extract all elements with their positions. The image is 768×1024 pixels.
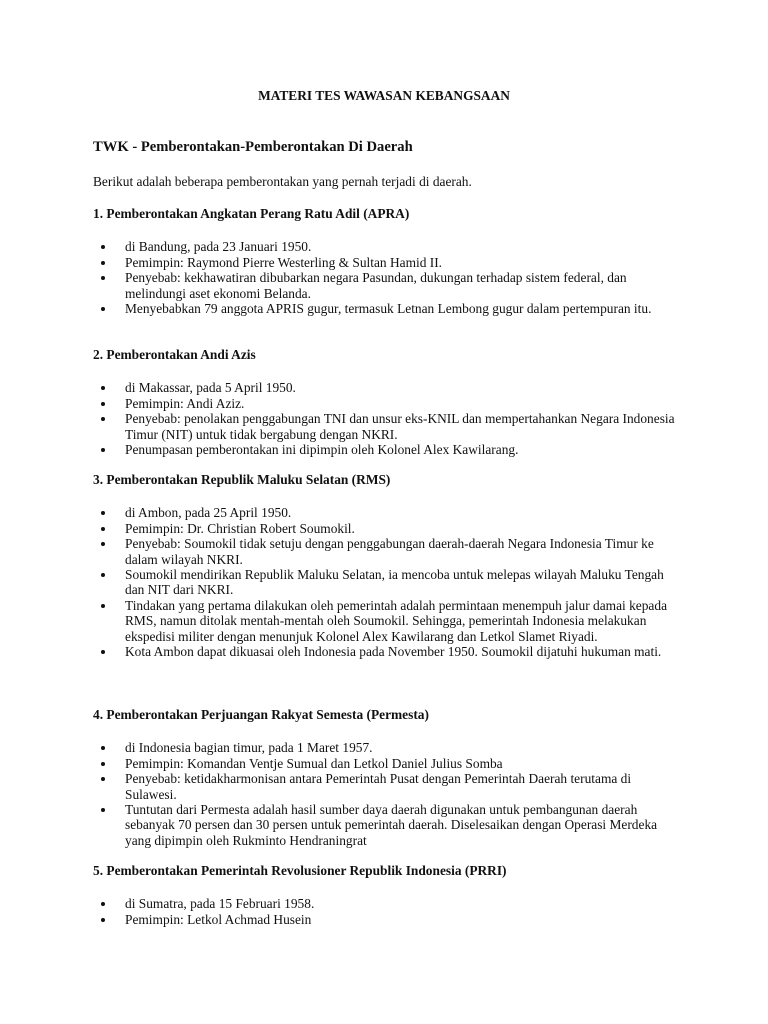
section-prri: [93, 863, 693, 927]
section-heading: 5. Pemberontakan Pemerintah Revolusioner Republik Indonesia (PRRI): [93, 863, 507, 878]
list-item: Penyebab: ketidakharmonisan antara Pemerintah Pusat dengan Pemerintah Daerah terutama di Sulawesi.: [93, 771, 677, 802]
bullet-icon: [101, 417, 105, 421]
intro-paragraph: Berikut adalah beberapa pemberontakan yang pernah terjadi di daerah.: [93, 174, 472, 189]
bullet-icon: [101, 746, 105, 750]
bullet-icon: [101, 261, 105, 265]
bullet-icon: [101, 762, 105, 766]
bullet-list: [93, 239, 693, 316]
list-item: di Makassar, pada 5 April 1950.: [93, 380, 677, 395]
bullet-list: [93, 380, 693, 457]
bullet-icon: [101, 573, 105, 577]
section-rms: [93, 472, 693, 659]
list-item: Pemimpin: Raymond Pierre Westerling & Sultan Hamid II.: [93, 255, 677, 270]
list-item: Kota Ambon dapat dikuasai oleh Indonesia pada November 1950. Soumokil dijatuhi hukuman mati.: [93, 644, 677, 659]
section-heading: 2. Pemberontakan Andi Azis: [93, 347, 256, 362]
bullet-icon: [101, 527, 105, 531]
list-item: Menyebabkan 79 anggota APRIS gugur, termasuk Letnan Lembong gugur dalam pertempuran itu.: [93, 301, 677, 316]
bullet-icon: [101, 276, 105, 280]
list-item: Pemimpin: Letkol Achmad Husein: [93, 912, 677, 927]
section-heading: 1. Pemberontakan Angkatan Perang Ratu Adil (APRA): [93, 206, 410, 221]
list-item: Tindakan yang pertama dilakukan oleh pemerintah adalah permintaan menempuh jalur damai kepada RMS, namun ditolak mentah-mentah oleh Soumokil. Sehingga, pemerintah Indonesia melakukan ekspedisi militer dengan menunjuk Kolonel Alex Kawilarang dan Letkol Slamet Riyadi.: [93, 598, 677, 644]
bullet-icon: [101, 386, 105, 390]
list-item: di Ambon, pada 25 April 1950.: [93, 505, 677, 520]
bullet-icon: [101, 245, 105, 249]
bullet-icon: [101, 448, 105, 452]
list-item: Penumpasan pemberontakan ini dipimpin oleh Kolonel Alex Kawilarang.: [93, 442, 677, 457]
bullet-icon: [101, 307, 105, 311]
bullet-icon: [101, 650, 105, 654]
document-subtitle: TWK - Pemberontakan-Pemberontakan Di Daerah: [93, 139, 413, 155]
document-title: MATERI TES WAWASAN KEBANGSAAN: [258, 88, 510, 103]
section-andi-azis: [93, 347, 693, 457]
list-item: di Bandung, pada 23 Januari 1950.: [93, 239, 677, 254]
section-apra: [93, 206, 693, 316]
bullet-icon: [101, 902, 105, 906]
bullet-list: [93, 740, 693, 848]
list-item: Penyebab: Soumokil tidak setuju dengan penggabungan daerah-daerah Negara Indonesia Timur ke dalam wilayah NKRI.: [93, 536, 677, 567]
list-item: Pemimpin: Komandan Ventje Sumual dan Letkol Daniel Julius Somba: [93, 756, 677, 771]
section-heading: 4. Pemberontakan Perjuangan Rakyat Semesta (Permesta): [93, 707, 429, 722]
list-item: Penyebab: kekhawatiran dibubarkan negara Pasundan, dukungan terhadap sistem federal, dan melindungi aset ekonomi Belanda.: [93, 270, 677, 301]
section-heading: 3. Pemberontakan Republik Maluku Selatan (RMS): [93, 472, 391, 487]
bullet-icon: [101, 402, 105, 406]
bullet-icon: [101, 808, 105, 812]
section-permesta: [93, 707, 693, 848]
list-item: Pemimpin: Dr. Christian Robert Soumokil.: [93, 521, 677, 536]
bullet-list: [93, 505, 693, 659]
bullet-icon: [101, 511, 105, 515]
bullet-icon: [101, 604, 105, 608]
bullet-icon: [101, 542, 105, 546]
bullet-icon: [101, 777, 105, 781]
bullet-icon: [101, 918, 105, 922]
list-item: Tuntutan dari Permesta adalah hasil sumber daya daerah digunakan untuk pembangunan daerah sebanyak 70 persen dan 30 persen untuk pemerintah daerah. Diselesaikan dengan Operasi Merdeka yang dipimpin oleh Rukminto Hendraningrat: [93, 802, 677, 848]
list-item: di Sumatra, pada 15 Februari 1958.: [93, 896, 677, 911]
list-item: Soumokil mendirikan Republik Maluku Selatan, ia mencoba untuk melepas wilayah Maluku Tengah dan NIT dari NKRI.: [93, 567, 677, 598]
list-item: Penyebab: penolakan penggabungan TNI dan unsur eks-KNIL dan mempertahankan Negara Indonesia Timur (NIT) untuk tidak bergabung dengan NKRI.: [93, 411, 677, 442]
list-item: Pemimpin: Andi Aziz.: [93, 396, 677, 411]
list-item: di Indonesia bagian timur, pada 1 Maret 1957.: [93, 740, 677, 755]
bullet-list: [93, 896, 693, 927]
